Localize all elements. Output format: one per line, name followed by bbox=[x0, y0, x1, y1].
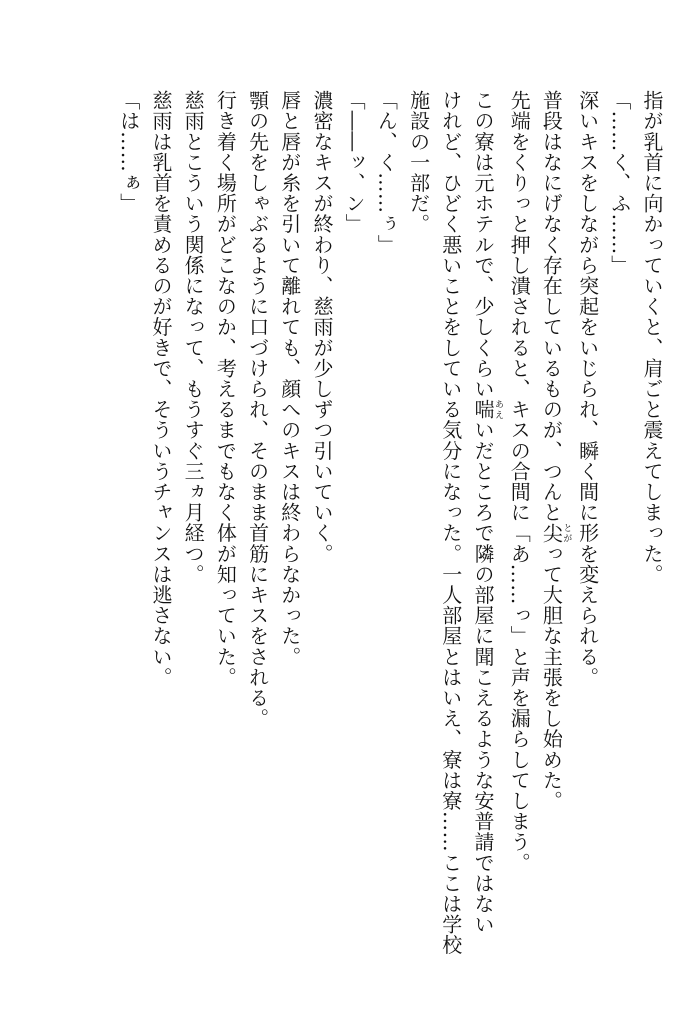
dialogue-line: 「ん、く……ぅ」 bbox=[374, 90, 399, 255]
text-line-with-ruby bbox=[535, 90, 571, 970]
text-line: 慈雨とこういう関係になって、もうすぐ三ヵ月経つ。 bbox=[181, 90, 206, 585]
ruby-reading: あえ bbox=[492, 399, 503, 420]
text-line: 濃密なキスが終わり、慈雨が少しずつ引いていく。 bbox=[309, 90, 334, 564]
text-segment: 普段はなにげなく存在しているものが、つんと bbox=[539, 90, 564, 523]
ruby-reading: とが bbox=[561, 522, 572, 544]
text-segment: いだところで隣の部屋に聞こえるような安普請ではない bbox=[470, 419, 495, 935]
text-line: 行き着く場所がどこなのか、考えるまでもなく体が知っていた。 bbox=[213, 90, 238, 688]
text-line: 先端をくりっと押し潰されると、キスの合間に「あ……っ」と声を漏らしてしまう。 bbox=[507, 90, 532, 873]
text-line: 指が乳首に向かっていくと、肩ごと震えてしまった。 bbox=[640, 90, 664, 585]
dialogue-line: 「……く、ふ……」 bbox=[607, 90, 632, 276]
dialogue-line: 「は……ぁ」 bbox=[116, 90, 141, 214]
ruby-base: 喘 bbox=[470, 399, 495, 420]
text-line: 慈雨は乳首を責めるのが好きで、そういうチャンスは逃さない。 bbox=[148, 90, 173, 688]
text-line: 顎の先をしゃぶるように口づけられ、そのまま首筋にキスをされる。 bbox=[245, 90, 270, 729]
text-segment: って大胆な主張をし始めた。 bbox=[539, 543, 564, 812]
text-line: 深いキスをしながら突起をいじられ、瞬く間に形を変えられる。 bbox=[575, 90, 600, 688]
dialogue-line: 「――ッ、ン」 bbox=[342, 90, 367, 235]
text-segment: この寮は元ホテルで、少しくらい bbox=[470, 90, 495, 399]
ruby-togatte bbox=[539, 522, 572, 544]
ruby-aeida bbox=[470, 399, 503, 420]
ruby-base: 尖 bbox=[539, 522, 564, 544]
text-line-with-ruby bbox=[467, 90, 503, 970]
text-line: 施設の一部だ。 bbox=[406, 90, 431, 235]
text-line: けれど、ひどく悪いことをしている気分になった。一人部屋とはいえ、寮は寮……ここは学校 bbox=[438, 90, 463, 956]
text-line: 唇と唇が糸を引いて離れても、顔へのキスは終わらなかった。 bbox=[277, 90, 302, 667]
vertical-text-body bbox=[113, 90, 668, 970]
